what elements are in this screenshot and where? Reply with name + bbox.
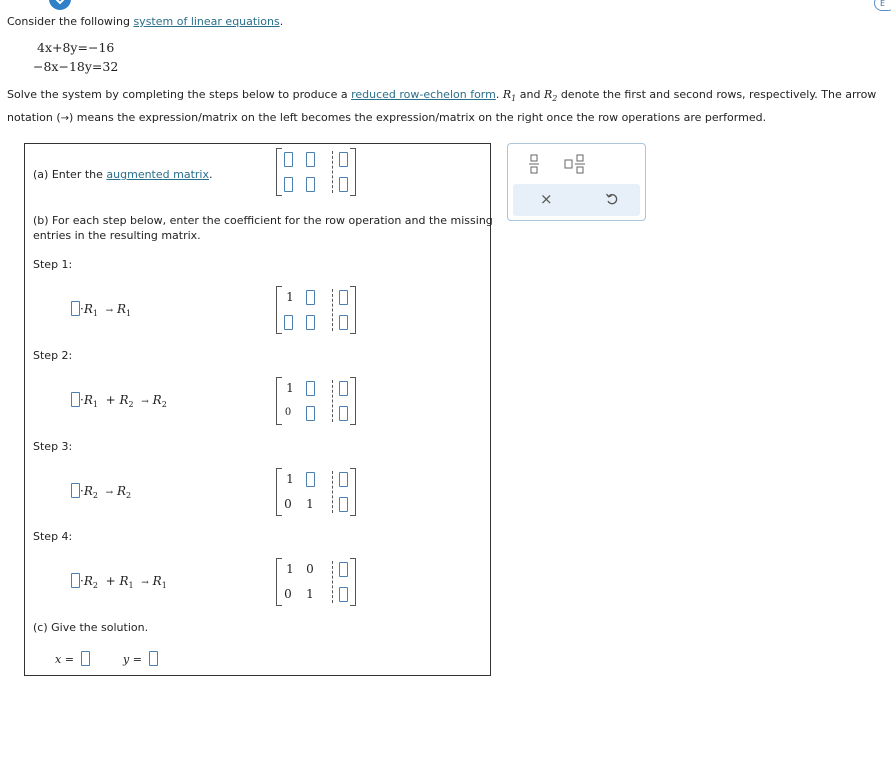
collapse-chevron-icon[interactable]: [49, 0, 71, 10]
step-4-r2c3-input[interactable]: [339, 587, 348, 602]
step-1-r1c2-input[interactable]: [306, 290, 315, 305]
step-2-r1c2-input[interactable]: [306, 381, 315, 396]
step-1-r1c1: 1: [286, 290, 294, 304]
step-4-operation: $\cdot R_2 + R_1 \to R_1$: [71, 573, 167, 588]
step-1-coefficient-input[interactable]: [71, 301, 80, 316]
step-4-coefficient-input[interactable]: [71, 573, 80, 588]
step-3-r2c3-input[interactable]: [339, 497, 348, 512]
step-1-r2c1-input[interactable]: [284, 315, 293, 330]
part-b-text: (b) For each step below, enter the coefficient for the row operation and the missing entries in the resulting matrix.: [33, 214, 493, 242]
x-answer-input[interactable]: [81, 651, 90, 666]
y-answer-input[interactable]: [149, 651, 158, 666]
fraction-icon[interactable]: [528, 154, 540, 177]
augmented-matrix-link[interactable]: augmented matrix: [106, 168, 209, 181]
toolbar-actions: [513, 184, 640, 216]
step-2-r2c1: 0: [284, 407, 292, 418]
equation-1: 4x+8y=−16: [37, 40, 115, 55]
step-2-r1c3-input[interactable]: [339, 381, 348, 396]
step-4-r2c2: 1: [306, 587, 314, 601]
step-3-coefficient-input[interactable]: [71, 483, 80, 498]
augmented-matrix: [276, 148, 356, 196]
step-4-r1c2: 0: [306, 562, 314, 576]
step-4-r1c1: 1: [286, 562, 294, 576]
part-a-label: (a) Enter the augmented matrix.: [33, 168, 213, 181]
step-4-matrix: [276, 558, 356, 606]
step-1-label: Step 1:: [33, 258, 73, 271]
step-3-r2c2: 1: [306, 497, 314, 511]
matrix-a-r2c3-input[interactable]: [339, 177, 348, 192]
step-3-r1c2-input[interactable]: [306, 472, 315, 487]
step-2-r2c2-input[interactable]: [306, 406, 315, 421]
equation-2: −8x−18y=32: [33, 59, 119, 74]
step-1-operation: $\cdot R_1 \to R_1$: [71, 301, 131, 316]
step-3-operation: $\cdot R_2 \to R_2$: [71, 483, 131, 498]
step-2-matrix: [276, 377, 356, 425]
step-1-r1c3-input[interactable]: [339, 290, 348, 305]
top-right-badge[interactable]: E: [874, 0, 891, 11]
matrix-a-r1c1-input[interactable]: [284, 152, 293, 167]
math-toolbar: [507, 143, 646, 221]
matrix-a-r2c2-input[interactable]: [306, 177, 315, 192]
step-3-r2c1: 0: [284, 497, 292, 511]
system-of-linear-equations-link[interactable]: system of linear equations: [133, 15, 280, 28]
step-3-label: Step 3:: [33, 440, 73, 453]
step-2-operation: $\cdot R_1 + R_2 \to R_2$: [71, 392, 167, 407]
reduced-row-echelon-form-link[interactable]: reduced row-echelon form: [351, 88, 496, 101]
step-2-coefficient-input[interactable]: [71, 392, 80, 407]
step-2-r1c1: 1: [286, 381, 294, 395]
step-4-r2c1: 0: [284, 587, 292, 601]
instructions-line-2: notation (→) means the expression/matrix on the left becomes the expression/matrix on the right once the row operations are performed.: [7, 111, 767, 124]
step-1-r2c3-input[interactable]: [339, 315, 348, 330]
part-c-label: (c) Give the solution.: [33, 621, 149, 634]
matrix-a-r1c2-input[interactable]: [306, 152, 315, 167]
step-4-r1c3-input[interactable]: [339, 562, 348, 577]
intro-text: Consider the following system of linear equations.: [7, 15, 284, 28]
step-2-r2c3-input[interactable]: [339, 406, 348, 421]
step-3-r1c3-input[interactable]: [339, 472, 348, 487]
matrix-a-r2c1-input[interactable]: [284, 177, 293, 192]
clear-icon[interactable]: ×: [540, 190, 553, 208]
instructions-line-1: Solve the system by completing the steps below to produce a reduced row-echelon form. $R_1$ and $R_2$ denote the first and second rows, respectively. The arrow: [7, 88, 877, 103]
step-3-matrix: [276, 468, 356, 516]
step-3-r1c1: 1: [286, 472, 294, 486]
step-2-label: Step 2:: [33, 349, 73, 362]
solution-y: y =: [123, 651, 158, 666]
step-4-label: Step 4:: [33, 530, 73, 543]
solution-x: x =: [55, 651, 90, 666]
step-1-r2c2-input[interactable]: [306, 315, 315, 330]
step-1-matrix: [276, 286, 356, 334]
mixed-number-icon[interactable]: [564, 154, 588, 177]
undo-icon[interactable]: [605, 192, 619, 209]
matrix-a-r1c3-input[interactable]: [339, 152, 348, 167]
